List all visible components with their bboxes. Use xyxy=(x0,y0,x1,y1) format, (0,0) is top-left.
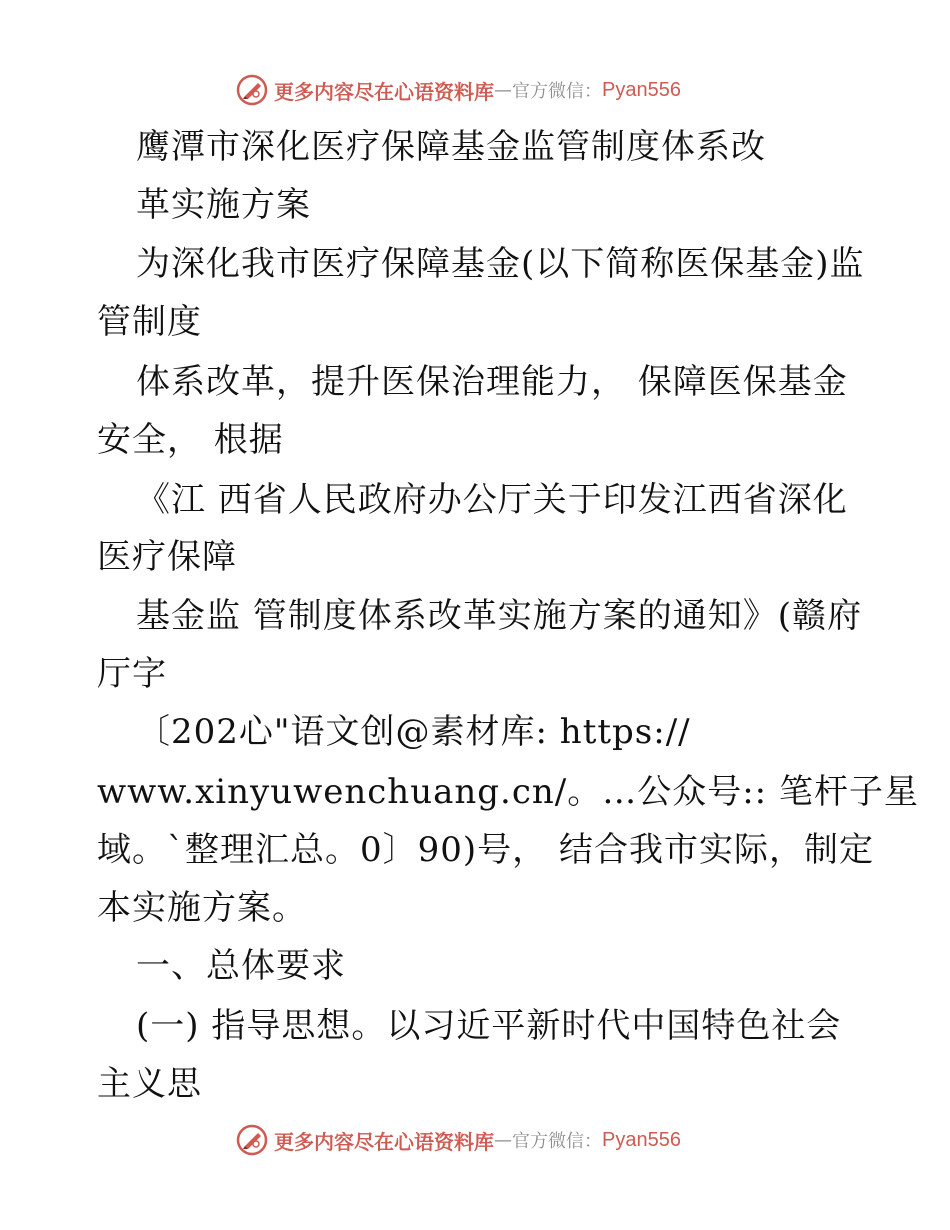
watermark-banner-bottom xyxy=(236,1122,716,1158)
watermark-main-text: 更多内容尽在心语资料库 xyxy=(274,1129,494,1154)
watermark-id-text: Pyan556 xyxy=(602,1128,681,1151)
doc-line: 为深化我市医疗保障基金(以下简称医保基金)监 xyxy=(136,244,865,284)
watermark-separator: — xyxy=(494,79,512,101)
watermark-banner-top xyxy=(236,72,716,108)
doc-line: 〔202心"语文创@素材库: https:// xyxy=(136,712,691,752)
doc-line: 安全， 根据 xyxy=(97,420,284,460)
watermark-id-text: Pyan556 xyxy=(602,78,681,101)
doc-line: 域。`整理汇总。0〕90)号， 结合我市实际，制定 xyxy=(97,830,874,870)
section-heading: 一、总体要求 xyxy=(136,946,346,986)
watermark-main-text: 更多内容尽在心语资料库 xyxy=(274,79,494,104)
brand-logo-icon xyxy=(236,74,268,106)
watermark-sub-text: 官方微信： xyxy=(512,1131,602,1152)
doc-line: 医疗保障 xyxy=(97,537,237,577)
doc-line: 体系改革，提升医保治理能力， 保障医保基金 xyxy=(136,362,848,402)
doc-line: 厅字 xyxy=(97,654,167,694)
doc-line: 主义思 xyxy=(97,1064,202,1104)
doc-title-line-2: 革实施方案 xyxy=(136,185,311,225)
doc-line: 《江 西省人民政府办公厅关于印发江西省深化 xyxy=(136,480,848,520)
doc-line: 管制度 xyxy=(97,302,202,342)
watermark-separator: — xyxy=(494,1129,512,1151)
doc-line: www.xinyuwenchuang.cn/。…公众号:: 笔杆子星 xyxy=(97,772,919,812)
watermark-sub-text: 官方微信： xyxy=(512,81,602,102)
brand-logo-icon xyxy=(236,1124,268,1156)
doc-title-line-1: 鹰潭市深化医疗保障基金监管制度体系改 xyxy=(136,127,766,167)
doc-line: (一) 指导思想。以习近平新时代中国特色社会 xyxy=(136,1006,842,1046)
doc-line: 本实施方案。 xyxy=(97,888,307,928)
doc-line: 基金监 管制度体系改革实施方案的通知》(赣府 xyxy=(136,596,863,636)
